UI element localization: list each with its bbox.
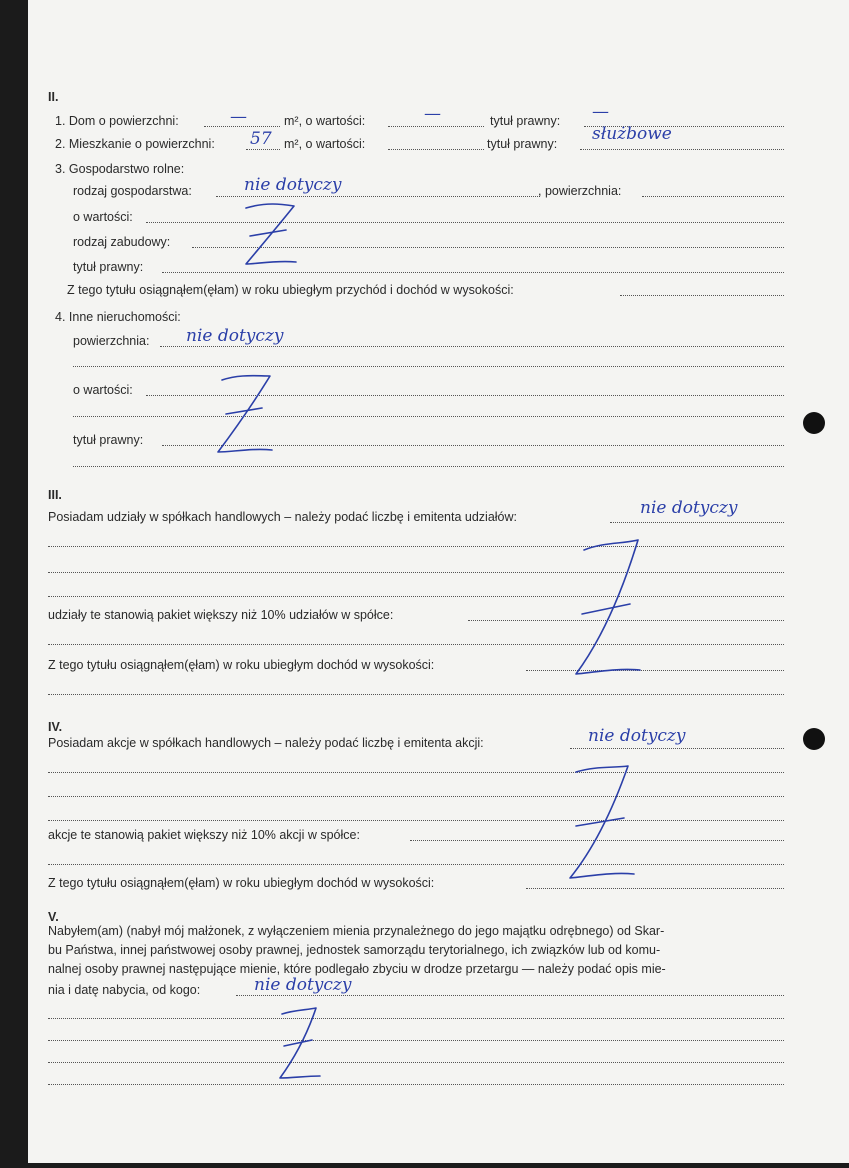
- section-4-heading: IV.: [48, 720, 63, 734]
- flat-title-handwriting: służbowe: [592, 124, 672, 144]
- acquired-line-4: [48, 1062, 784, 1063]
- stocks-line-4: [48, 820, 784, 821]
- flat-title-line: [580, 149, 784, 150]
- acquired-line-5: [48, 1084, 784, 1085]
- shares-line-3: [48, 572, 784, 573]
- stocks-packet-label: akcje te stanowią pakiet większy niż 10% akcji w spółce:: [48, 828, 360, 842]
- farm-type-handwriting: nie dotyczy: [244, 175, 342, 195]
- farm-type-label: rodzaj gospodarstwa:: [73, 184, 192, 198]
- farm-title-label: tytuł prawny:: [73, 260, 144, 274]
- acquired-line-2: [48, 1018, 784, 1019]
- section-3-heading: III.: [48, 488, 62, 502]
- section-5-heading: V.: [48, 910, 59, 924]
- stocks-label: Posiadam akcje w spółkach handlowych – należy podać liczbę i emitenta akcji:: [48, 736, 484, 750]
- strike-z-mark: [556, 760, 646, 890]
- other-area-handwriting: nie dotyczy: [186, 326, 284, 346]
- strike-z-mark: [268, 1004, 328, 1084]
- other-title-label: tytuł prawny:: [73, 433, 144, 447]
- strike-z-mark: [210, 368, 280, 458]
- acquired-date-label: nia i datę nabycia, od kogo:: [48, 983, 201, 997]
- flat-unit-label: m², o wartości:: [284, 137, 366, 151]
- shares-label: Posiadam udziały w spółkach handlowych – należy podać liczbę i emitenta udziałów:: [48, 510, 518, 524]
- other-property-label: 4. Inne nieruchomości:: [55, 310, 181, 324]
- shares-line: [610, 522, 784, 523]
- farm-label: 3. Gospodarstwo rolne:: [55, 162, 185, 176]
- stocks-line-3: [48, 796, 784, 797]
- other-area-line-2: [73, 366, 784, 367]
- shares-packet-label: udziały te stanowią pakiet większy niż 10% udziałów w spółce:: [48, 608, 394, 622]
- flat-value-line: [388, 149, 484, 150]
- flat-area-label: 2. Mieszkanie o powierzchni:: [55, 137, 215, 151]
- acquired-line: [236, 995, 784, 996]
- shares-income-line-2: [48, 694, 784, 695]
- acquired-handwriting: nie dotyczy: [254, 975, 352, 995]
- section-2-heading: II.: [48, 90, 59, 104]
- shares-income-label: Z tego tytułu osiągnąłem(ęłam) w roku ubiegłym dochód w wysokości:: [48, 658, 435, 672]
- shares-line-2: [48, 546, 784, 547]
- other-area-line: [160, 346, 784, 347]
- house-title-label: tytuł prawny:: [490, 114, 561, 128]
- house-title-handwriting: —: [592, 102, 609, 122]
- house-value-line: [388, 126, 484, 127]
- stocks-line: [570, 748, 784, 749]
- house-unit-label: m², o wartości:: [284, 114, 366, 128]
- shares-line-4: [48, 596, 784, 597]
- other-value-label: o wartości:: [73, 383, 133, 397]
- house-value-handwriting: —: [424, 104, 441, 124]
- binder-hole: [803, 412, 825, 434]
- farm-building-label: rodzaj zabudowy:: [73, 235, 171, 249]
- strike-z-mark: [560, 536, 650, 686]
- flat-area-line: [246, 149, 280, 150]
- acquired-line-3: [48, 1040, 784, 1041]
- stocks-handwriting: nie dotyczy: [588, 726, 686, 746]
- acquired-text-line-2: bu Państwa, innej państwowej osoby prawnej, jednostek samorządu terytorialnego, ich związków lub od komu-: [48, 943, 661, 957]
- binder-hole: [803, 728, 825, 750]
- other-value-line-2: [73, 416, 784, 417]
- other-area-label: powierzchnia:: [73, 334, 150, 348]
- farm-income-label: Z tego tytułu osiągnąłem(ęłam) w roku ubiegłym przychód i dochód w wysokości:: [67, 283, 514, 297]
- shares-packet-line-2: [48, 644, 784, 645]
- flat-title-label: tytuł prawny:: [487, 137, 558, 151]
- flat-area-handwriting: 57: [250, 129, 272, 149]
- house-area-handwriting: —: [230, 107, 247, 127]
- other-title-line-2: [73, 466, 784, 467]
- strike-z-mark: [236, 196, 306, 276]
- house-area-label: 1. Dom o powierzchni:: [55, 114, 179, 128]
- acquired-text-line-1: Nabyłem(am) (nabył mój małżonek, z wyłączeniem mienia przynależnego do jego majątku odrębnego) od Skar-: [48, 924, 665, 938]
- farm-area-line: [642, 196, 784, 197]
- farm-area-label: , powierzchnia:: [538, 184, 622, 198]
- farm-value-label: o wartości:: [73, 210, 133, 224]
- stocks-income-label: Z tego tytułu osiągnąłem(ęłam) w roku ubiegłym dochód w wysokości:: [48, 876, 435, 890]
- farm-income-line: [620, 295, 784, 296]
- shares-handwriting: nie dotyczy: [640, 498, 738, 518]
- acquired-text-line-3: nalnej osoby prawnej następujące mienie, które podlegało zbyciu w drodze przetargu — należy podać opis mie-: [48, 962, 666, 976]
- stocks-line-2: [48, 772, 784, 773]
- stocks-packet-line-2: [48, 864, 784, 865]
